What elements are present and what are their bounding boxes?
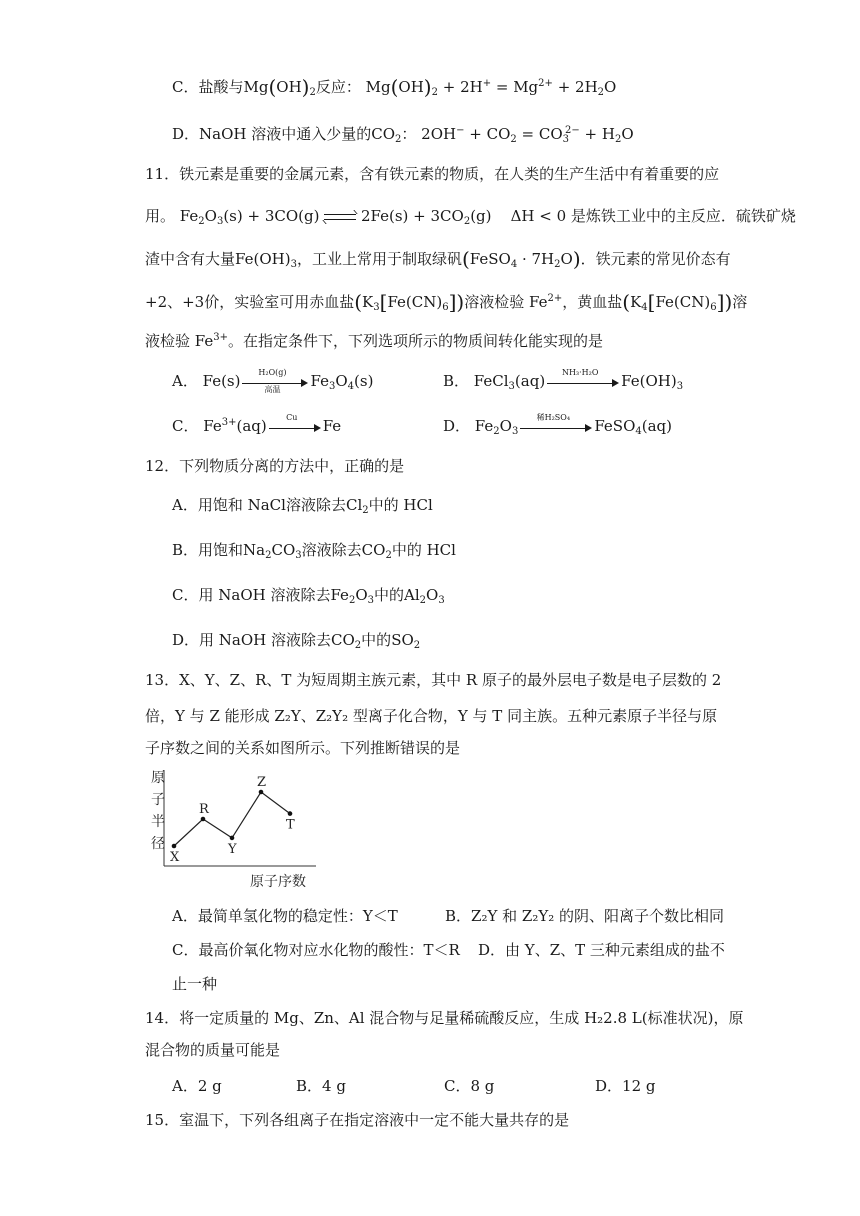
q14-option-a: A．2 g (172, 1077, 222, 1095)
option-text: 中的 (361, 631, 392, 649)
option-text: 用饱和 NaCl溶液除去 (197, 496, 346, 514)
point-X (172, 844, 177, 849)
question-number: 12． (145, 457, 180, 475)
q13-text: X、Y、Z、R、T 为短周期主族元素，其中 R 原子的最外层电子数是电子层数的 2 (179, 671, 722, 689)
option-label: C． (172, 78, 199, 96)
arrow-condition-above: H₂O(g) (258, 368, 287, 377)
option-label: C． (172, 417, 199, 435)
q12-option-a: A．用饱和 NaCl溶液除去$Cl_2$中的 HCl (172, 496, 433, 516)
q13-option-b: B．Z₂Y 和 Z₂Y₂ 的阴、阳离子个数比相同 (445, 907, 725, 925)
reaction-arrow-icon (520, 413, 592, 435)
q14-line1 (145, 1007, 743, 1029)
q11-line4: +2、+3价，实验室可用赤血盐$(K_3[Fe(CN)_6])$溶液检验 $Fe^{2+}$，黄血盐$(K_4[Fe(CN)_6])$溶 (145, 290, 748, 314)
q11-text: 铁元素是重要的金属元素，含有铁元素的物质，在人类的生产生活中有着重要的应 (179, 165, 720, 183)
q11-text: 液检验 (145, 332, 191, 350)
option-label: D． (172, 125, 200, 143)
q11-option-c: C． $Fe^{3+}(aq)$ Cu Fe (172, 413, 342, 435)
option-text: 中的 HCl (368, 496, 433, 514)
option-text: 中的 (374, 586, 405, 604)
q14-text: 将一定质量的 Mg、Zn、Al 混合物与足量稀硫酸反应，生成 H₂2.8 L(标准状况)，原 (179, 1009, 744, 1027)
q11-line5: 液检验 $Fe^{3+}$。在指定条件下，下列选项所示的物质间转化能实现的是 (145, 332, 604, 350)
x-axis-label: 原子序数 (250, 874, 306, 890)
chart-points (172, 790, 293, 849)
q11-line3: 渣中含有大量$Fe(OH)_3$，工业上常用于制取绿矾(FeSO$_4$ · $7H_2O$)．铁元素的常见价态有 (145, 247, 731, 271)
point-label-T: T (286, 817, 295, 833)
option-label: B． (172, 541, 199, 559)
option-label: D． (172, 631, 200, 649)
reaction-arrow-icon (242, 368, 308, 394)
q14-option-b: B．4 g (296, 1077, 346, 1095)
question-number: 11． (145, 165, 180, 183)
q13-line3: 子序数之间的关系如图所示。下列推断错误的是 (145, 739, 461, 757)
q12-option-b: B．用饱和$Na_2CO_3$溶液除去$CO_2$中的 HCl (172, 541, 456, 561)
q11-text: ，工业上常用于制取绿矾 (296, 250, 462, 268)
option-text: 溶液除去 (301, 541, 362, 559)
option-text: 用 NaOH 溶液除去 (198, 586, 331, 604)
q12-stem (145, 455, 404, 477)
question-number: 14． (145, 1009, 180, 1027)
q15-text: 室温下，下列各组离子在指定溶液中一定不能大量共存的是 (179, 1111, 570, 1129)
reaction-arrow-icon (547, 368, 619, 390)
y-axis-label: 半 (151, 814, 165, 830)
point-T (288, 811, 293, 816)
point-label-X: X (170, 850, 180, 865)
q11-text: +2、+3价，实验室可用赤血盐 (145, 293, 355, 311)
q13-line1 (145, 669, 721, 691)
y-axis-label: 原 (151, 770, 165, 786)
arrow-condition-above: Cu (286, 413, 298, 422)
q11-text: 。在指定条件下，下列选项所示的物质间转化能实现的是 (228, 332, 604, 350)
point-R (201, 817, 206, 822)
point-label-Z: Z (257, 775, 267, 790)
point-label-R: R (199, 802, 209, 817)
q12-option-c: C．用 NaOH 溶液除去$Fe_2O_3$中的$Al_2O_3$ (172, 586, 445, 606)
equilibrium-arrow-icon (324, 210, 356, 224)
q11-text: 渣中含有大量 (145, 250, 236, 268)
option-label: A． (172, 496, 198, 514)
arrow-condition-above: 稀H₂SO₄ (536, 413, 571, 422)
q13-line2: 倍，Y 与 Z 能形成 Z₂Y、Z₂Y₂ 型离子化合物，Y 与 T 同主族。五种元素原子半径与原 (145, 707, 718, 725)
reaction-arrow-icon (269, 413, 321, 435)
option-label: D． (443, 417, 471, 435)
option-label: B． (443, 372, 470, 390)
q11-line1 (145, 163, 719, 185)
q11-text: ，黄血盐 (562, 293, 623, 311)
q10-option-d: D．NaOH 溶液中通入少量的$CO_2$： $2OH^- + CO_2 = CO_3^{2-} + H_2O$ (172, 125, 634, 145)
option-text: 用 NaOH 溶液除去 (199, 631, 332, 649)
radius-vs-atomic-number-chart (150, 768, 320, 894)
option-text: 中的 HCl (391, 541, 456, 559)
y-axis-label: 径 (151, 836, 165, 852)
option-label: C． (172, 586, 199, 604)
q11-text: 用。 (145, 207, 176, 225)
q14-option-d: D．12 g (595, 1077, 656, 1095)
q11-line2: 用。 $Fe_2O_3(s) + 3CO(g)$ $2Fe(s) + 3CO_2(g)$ ΔH < 0 是炼铁工业中的主反应．硫铁矿烧 (145, 207, 796, 227)
q10-option-c: C．盐酸与$Mg(OH)_2$反应： $Mg(OH)_2 + 2H^+ = Mg^{2+} + 2H_2O$ (172, 75, 617, 99)
q11-text: ．铁元素的常见价态有 (580, 250, 731, 268)
q11-option-b: B． FeCl$_3$(aq) NH₃·H₂O $Fe(OH)_3$ (443, 368, 684, 392)
option-text: 用饱和 (198, 541, 244, 559)
q11-text: 是炼铁工业中的主反应．硫铁矿烧 (570, 207, 796, 225)
option-label: A． (172, 372, 198, 390)
arrow-condition-above: NH₃·H₂O (561, 368, 599, 377)
q14-line2: 混合物的质量可能是 (145, 1041, 281, 1059)
chart-labels (151, 770, 306, 890)
q11-option-d: D． $Fe_2O_3$ 稀H₂SO₄ FeSO$_4$(aq) (443, 413, 672, 437)
q15-stem (145, 1109, 569, 1131)
q11-text: 溶 (732, 293, 748, 311)
q11-text: 溶液检验 (464, 293, 525, 311)
q12-text: 下列物质分离的方法中，正确的是 (179, 457, 405, 475)
q13-option-d-continued: 止一种 (172, 975, 218, 993)
arrow-condition-below: 高温 (264, 385, 281, 394)
point-Z (259, 790, 264, 795)
question-number: 15． (145, 1111, 180, 1129)
q11-option-a: A． Fe(s) H₂O(g) 高温 $Fe_3O_4(s)$ (172, 368, 374, 394)
y-axis-label: 子 (151, 792, 165, 808)
point-Y (230, 836, 235, 841)
q13-option-a: A．最简单氢化物的稳定性：Y＜T (172, 907, 398, 925)
q13-option-c: C．最高价氧化物对应水化物的酸性：T＜R (172, 941, 460, 959)
q13-option-d: D．由 Y、Z、T 三种元素组成的盐不 (478, 941, 725, 959)
q12-option-d: D．用 NaOH 溶液除去$CO_2$中的$SO_2$ (172, 631, 421, 651)
point-label-Y: Y (228, 841, 237, 857)
q14-option-c: C．8 g (444, 1077, 495, 1095)
question-number: 13． (145, 671, 180, 689)
